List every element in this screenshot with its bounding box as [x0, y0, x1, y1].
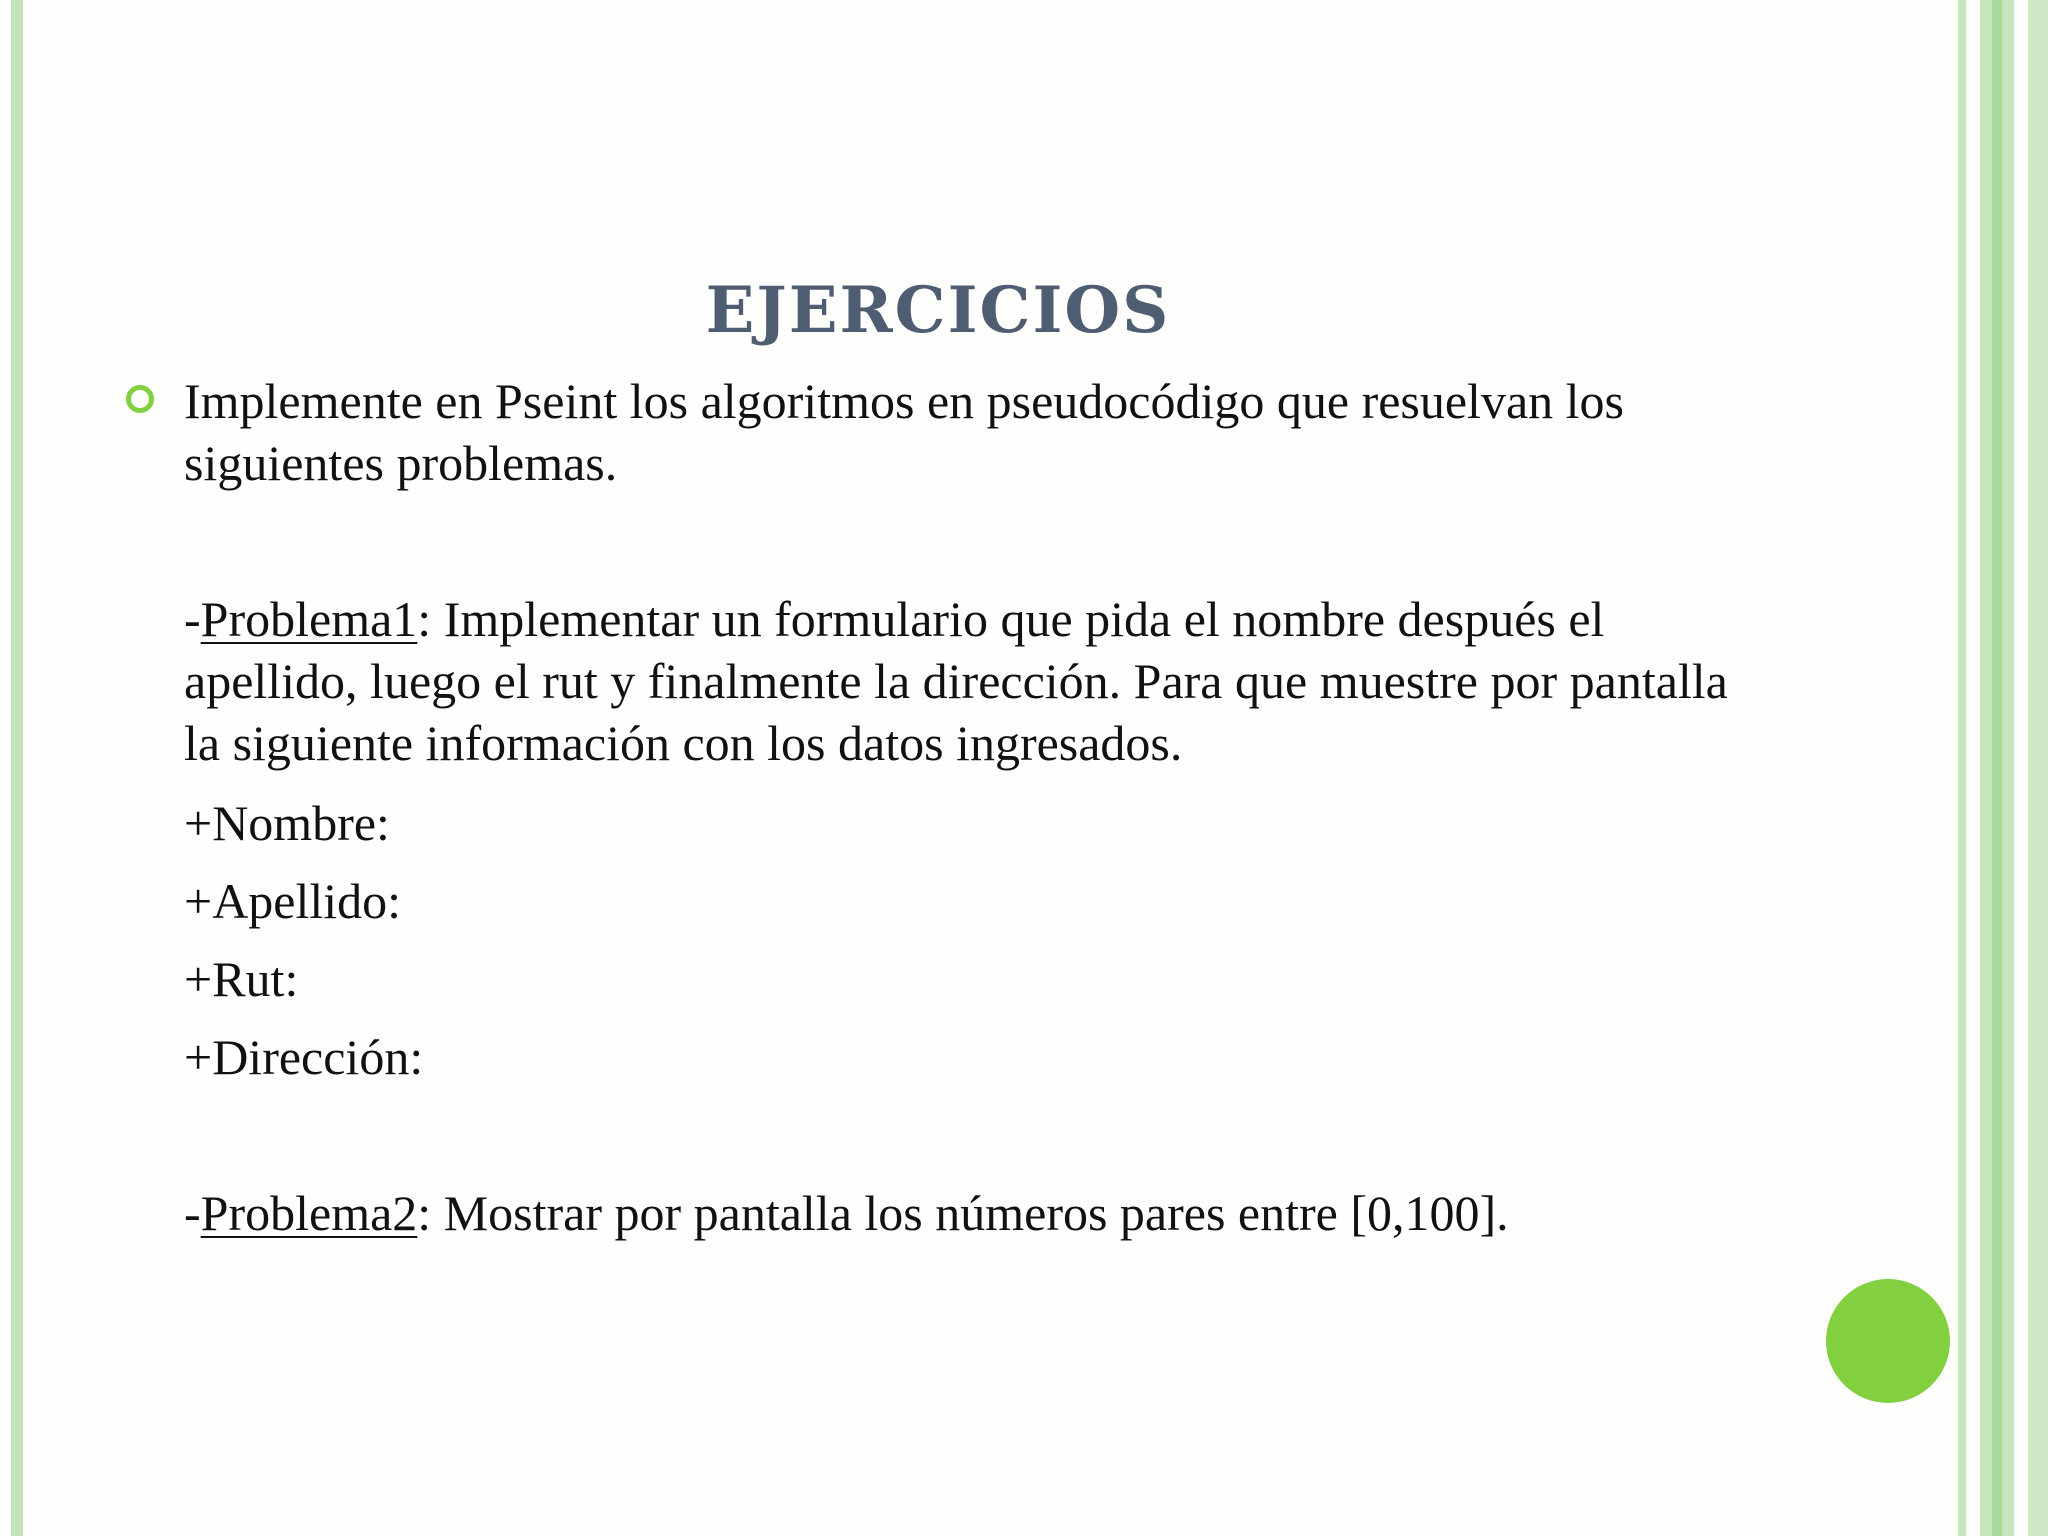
- right-decorative-stripe: [1980, 0, 1992, 1536]
- right-decorative-stripe: [1958, 0, 1966, 1536]
- intro-paragraph: Implemente en Pseint los algoritmos en pseudocódigo que resuelvan los siguientes problemas.: [184, 373, 1624, 491]
- hollow-circle-bullet-icon: [126, 385, 154, 413]
- problem2-paragraph: [184, 1182, 1744, 1244]
- left-decorative-stripe: [11, 0, 23, 1536]
- problem1-paragraph: [184, 588, 1744, 774]
- problem1-label: Problema1: [200, 591, 418, 647]
- field-nombre: +Nombre:: [184, 795, 390, 851]
- right-decorative-stripe: [1992, 0, 2002, 1536]
- problem2-prefix: -: [184, 1185, 201, 1241]
- field-direccion: +Dirección:: [184, 1029, 424, 1085]
- green-circle-decoration: [1826, 1279, 1950, 1403]
- problem2-text: : Mostrar por pantalla los números pares entre [0,100].: [417, 1185, 1509, 1241]
- problem2-label: Problema2: [200, 1185, 418, 1241]
- slide-body: [184, 370, 1744, 1244]
- slide-title: EJERCICIOS: [705, 272, 1171, 348]
- problem1-text: : Implementar un formulario que pida el nombre después el apellido, luego el rut y finalmente la dirección. Para que muestre por pantalla la siguiente información con los datos ingresados.: [184, 591, 1728, 771]
- problem1-prefix: -: [184, 591, 201, 647]
- field-apellido: +Apellido:: [184, 873, 402, 929]
- field-rut: +Rut:: [184, 951, 299, 1007]
- right-decorative-stripe: [2028, 0, 2048, 1536]
- right-decorative-stripe: [2002, 0, 2014, 1536]
